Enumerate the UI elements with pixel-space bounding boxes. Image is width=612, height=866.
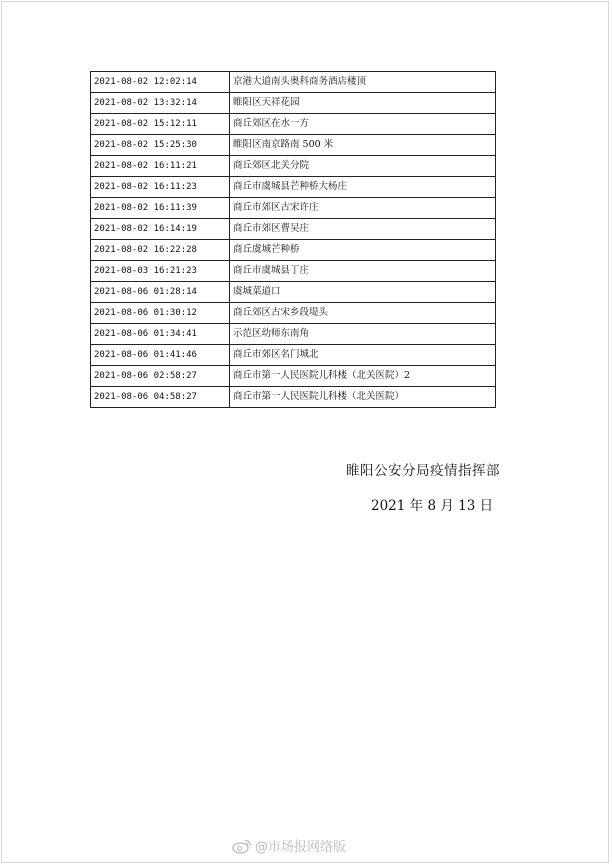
row-time-cell: 2021-08-02 15:12:11: [91, 114, 230, 135]
row-time-cell: 2021-08-02 13:32:14: [91, 93, 230, 114]
table-row: [91, 93, 496, 114]
row-location-cell: 商丘市郊区名门城北: [230, 345, 496, 366]
row-time-cell: 2021-08-02 16:11:23: [91, 177, 230, 198]
records-table-body: [91, 72, 496, 408]
row-location-cell: 商丘市郊区古宋许庄: [230, 198, 496, 219]
table-row: [91, 387, 496, 408]
row-time-cell: 2021-08-02 12:02:14: [91, 72, 230, 93]
table-row: [91, 198, 496, 219]
row-location-cell: 商丘市第一人民医院儿科楼（北关医院）: [230, 387, 496, 408]
row-time-cell: 2021-08-02 16:22:28: [91, 240, 230, 261]
table-row: [91, 177, 496, 198]
watermark-text: @市场报网络版: [255, 840, 347, 855]
row-time-cell: 2021-08-02 15:25:30: [91, 135, 230, 156]
row-location-cell: 睢阳区天祥花园: [230, 93, 496, 114]
records-table: [90, 71, 496, 408]
weibo-icon: [232, 838, 252, 854]
table-row: [91, 345, 496, 366]
row-location-cell: 商丘市虞城县丁庄: [230, 261, 496, 282]
row-location-cell: 虞城菜道口: [230, 282, 496, 303]
row-time-cell: 2021-08-06 01:30:12: [91, 303, 230, 324]
row-time-cell: 2021-08-06 01:41:46: [91, 345, 230, 366]
row-location-cell: 示范区幼师东南角: [230, 324, 496, 345]
row-time-cell: 2021-08-06 02:58:27: [91, 366, 230, 387]
row-time-cell: 2021-08-06 01:28:14: [91, 282, 230, 303]
row-location-cell: 睢阳区南京路南 500 米: [230, 135, 496, 156]
table-row: [91, 282, 496, 303]
table-row: [91, 114, 496, 135]
table-row: [91, 261, 496, 282]
table-row: [91, 324, 496, 345]
table-row: [91, 135, 496, 156]
issue-date: 2021 年 8 月 13 日: [371, 498, 494, 514]
row-location-cell: 商丘市第一人民医院儿科楼（北关医院）2: [230, 366, 496, 387]
row-time-cell: 2021-08-02 16:11:21: [91, 156, 230, 177]
weibo-watermark: [232, 836, 346, 855]
row-location-cell: 商丘郊区古宋乡段堤头: [230, 303, 496, 324]
row-time-cell: 2021-08-06 04:58:27: [91, 387, 230, 408]
row-location-cell: 商丘郊区在水一方: [230, 114, 496, 135]
row-time-cell: 2021-08-02 16:11:39: [91, 198, 230, 219]
table-row: [91, 366, 496, 387]
table-row: [91, 72, 496, 93]
table-row: [91, 303, 496, 324]
table-row: [91, 219, 496, 240]
row-location-cell: 京港大道南头奥科商务酒店楼顶: [230, 72, 496, 93]
row-time-cell: 2021-08-03 16:21:23: [91, 261, 230, 282]
row-location-cell: 商丘市虞城县芒种桥大杨庄: [230, 177, 496, 198]
table-row: [91, 156, 496, 177]
row-location-cell: 商丘郊区北关分院: [230, 156, 496, 177]
issuer-signature: 睢阳公安分局疫情指挥部: [346, 463, 500, 479]
row-location-cell: 商丘市郊区曹吴庄: [230, 219, 496, 240]
table-row: [91, 240, 496, 261]
row-time-cell: 2021-08-02 16:14:19: [91, 219, 230, 240]
row-time-cell: 2021-08-06 01:34:41: [91, 324, 230, 345]
row-location-cell: 商丘虞城芒种桥: [230, 240, 496, 261]
